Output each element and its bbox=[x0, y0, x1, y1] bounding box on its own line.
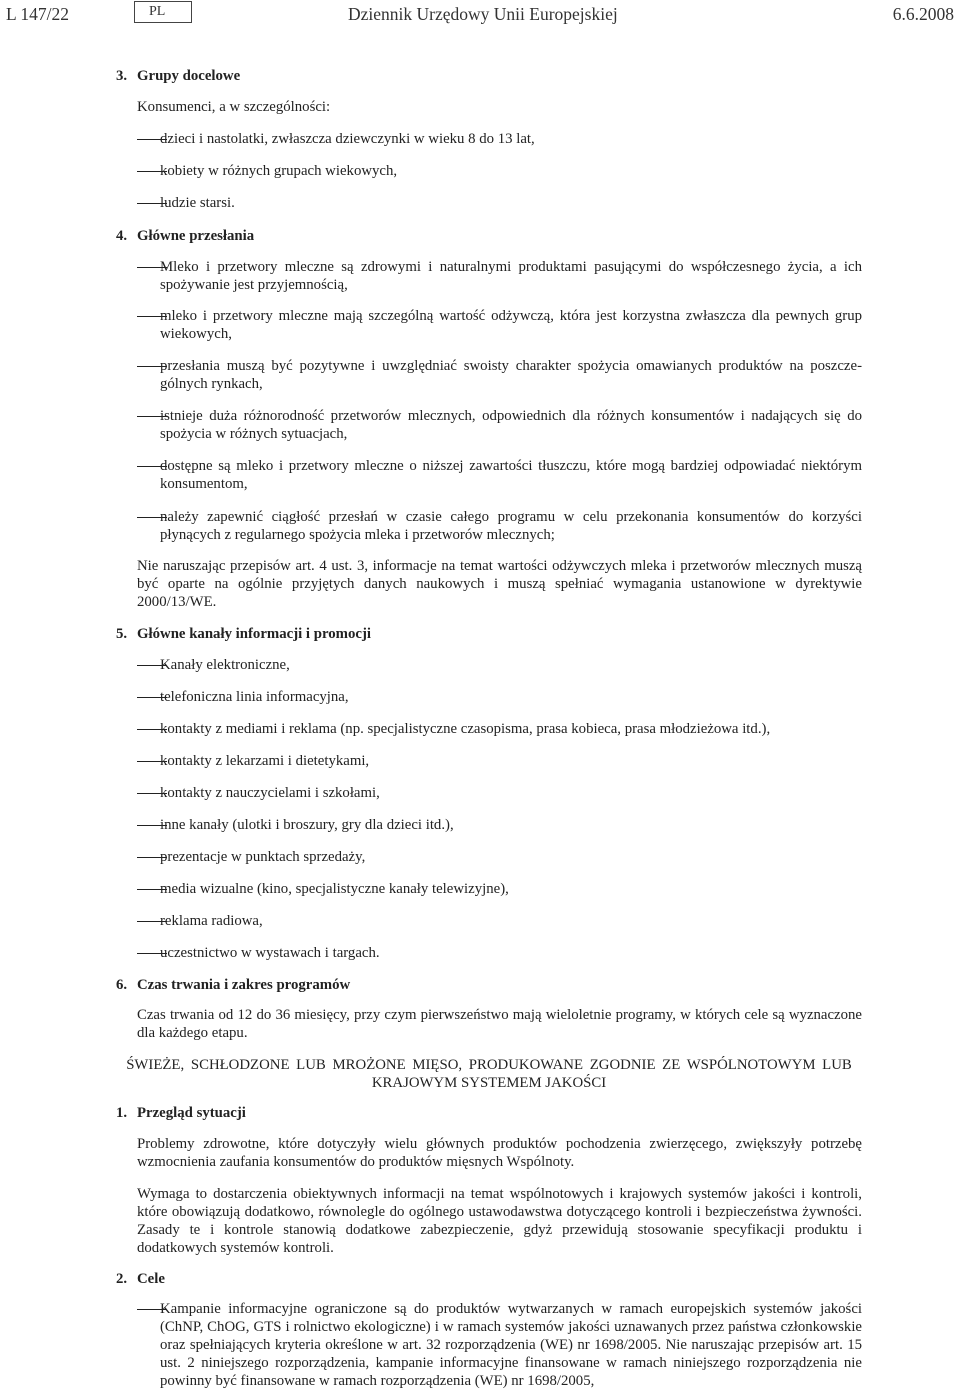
list-item-text: kontakty z nauczycielami i szkołami, bbox=[160, 785, 380, 801]
list-item-text: istnieje duża różnorodność przetworów mlecznych, odpowiednich dla różnych konsumentów i nadających się do spożycia w różnych sytuacjach, bbox=[160, 408, 862, 442]
list-item-text: kobiety w różnych grupach wiekowych, bbox=[160, 163, 398, 179]
list-item-text: kontakty z mediami i reklama (np. specjalistyczne czasopisma, prasa kobieca, prasa młodzieżowa itd.), bbox=[160, 721, 771, 737]
section-6-text: Czas trwania od 12 do 36 miesięcy, przy czym pierwszeństwo mają wieloletnie programy, w których cele są wyznaczone dla każdego etapu. bbox=[137, 1007, 862, 1041]
list-item-text: ludzie starsi. bbox=[160, 195, 235, 211]
list-item-text: Kampanie informacyjne ograniczone są do produktów wytwarzanych w ramach europejskich systemów jakości (ChNP, ChOG, GTS i rolnictwo ekologiczne) i w ramach systemów jakości uznawanych przez państwa członkowskie oraz spełniających kryteria określone w art. 32 rozporządzenia (WE) nr 1698/2005. Nie naruszając przepisów art. 15 ust. 2 niniejszego rozporządzenia, kampanie informacyjne finansowane w ramach niniejszego rozporządzenia nie powinny być finansowane w ramach rozporządzenia (WE) nr 1698/2005, bbox=[160, 1301, 862, 1389]
list-item-text: Mleko i przetwory mleczne są zdrowymi i naturalnymi produktami pasującymi do współczesnego życia, a ich spożywanie jest przyjemnością, bbox=[160, 259, 862, 293]
section-5-title: Główne kanały informacji i promocji bbox=[137, 626, 371, 642]
meat-heading-line-1: ŚWIEŻE, SCHŁODZONE LUB MROŻONE MIĘSO, PRODUKOWANE ZGODNIE ZE WSPÓLNOTOWYM LUB bbox=[126, 1057, 852, 1073]
list-item-text: uczestnictwo w wystawach i targach. bbox=[160, 945, 380, 961]
list-item-text: media wizualne (kino, specjalistyczne kanały telewizyjne), bbox=[160, 881, 509, 897]
list-item-text: Kanały elektroniczne, bbox=[160, 657, 290, 673]
section-5-number: 5. bbox=[116, 626, 128, 642]
list-item-text: inne kanały (ulotki i broszury, gry dla dzieci itd.), bbox=[160, 817, 454, 833]
section-3-number: 3. bbox=[116, 68, 128, 84]
section-6-title: Czas trwania i zakres programów bbox=[137, 977, 351, 993]
list-item-text: telefoniczna linia informacyjna, bbox=[160, 689, 349, 705]
list-item-text: kontakty z lekarzami i dietetykami, bbox=[160, 753, 370, 769]
meat-section-1-title: Przegląd sytuacji bbox=[137, 1105, 246, 1121]
section-3-title: Grupy docelowe bbox=[137, 68, 241, 84]
list-item-text: dzieci i nastolatki, zwłaszcza dziewczynki w wieku 8 do 13 lat, bbox=[160, 131, 535, 147]
list-item-text: dostępne są mleko i przetwory mleczne o niższej zawartości tłuszczu, które mogą bardziej odpowiadać niektórym konsumentom, bbox=[160, 458, 862, 492]
journal-title: Dziennik Urzędowy Unii Europejskiej bbox=[348, 4, 618, 24]
meat-section-1-paragraph-1: Problemy zdrowotne, które dotyczyły wielu głównych produktów pochodzenia zwierzęcego, zwiększyły potrzebę wzmocnienia zaufania konsumentów do produktów mięsnych Wspólnoty. bbox=[137, 1136, 862, 1170]
section-4-note: Nie naruszając przepisów art. 4 ust. 3, informacje na temat wartości odżywczych mleka i przetworów mlecznych muszą być oparte na ogólnie przyjętych danych naukowych i muszą spełniać wymagania ustanowione w dyrektywie 2000/13/WE. bbox=[137, 558, 862, 610]
page-header bbox=[0, 0, 960, 34]
section-4-title: Główne przesłania bbox=[137, 228, 255, 244]
section-4-number: 4. bbox=[116, 228, 128, 244]
page-reference: L 147/22 bbox=[6, 4, 70, 24]
list-item-text: mleko i przetwory mleczne mają szczególną wartość odżywczą, która jest korzystna zwłaszcza dla pewnych grup wiekowych, bbox=[160, 308, 862, 342]
meat-section-1-number: 1. bbox=[116, 1105, 128, 1121]
list-item-text: reklama radiowa, bbox=[160, 913, 263, 929]
publication-date: 6.6.2008 bbox=[892, 4, 954, 24]
meat-section-1-paragraph-2: Wymaga to dostarczenia obiektywnych informacji na temat wspólnotowych i krajowych systemów jakości i kontroli, które obowiązują dodatkowo, równolegle do ogólnego ustawodawstwa dotyczącego kontroli i bezpieczeństwa żywności. Zasady te i kontrole stanowią dodatkowe zabezpieczenie, gdyż przewidują stosowanie specyfikacji produktu i dodatkowych systemów kontroli. bbox=[137, 1186, 862, 1256]
section-3-intro: Konsumenci, a w szczególności: bbox=[137, 99, 331, 115]
section-6-number: 6. bbox=[116, 977, 128, 993]
list-item-text: przesłania muszą być pozytywne i uwzględniać swoisty charakter spożycia omawianych produktów na poszczególnych rynkach, bbox=[160, 358, 862, 392]
language-badge: PL bbox=[134, 1, 192, 23]
meat-heading-line-2: KRAJOWYM SYSTEMEM JAKOŚCI bbox=[371, 1075, 607, 1091]
list-item-text: prezentacje w punktach sprzedaży, bbox=[160, 849, 366, 865]
list-item-text: należy zapewnić ciągłość przesłań w czasie całego programu w celu przekonania konsumentów do korzyści płynących z regularnego spożycia mleka i przetworów mlecznych; bbox=[160, 509, 862, 543]
meat-section-2-number: 2. bbox=[116, 1271, 128, 1287]
meat-section-2-title: Cele bbox=[137, 1271, 165, 1287]
